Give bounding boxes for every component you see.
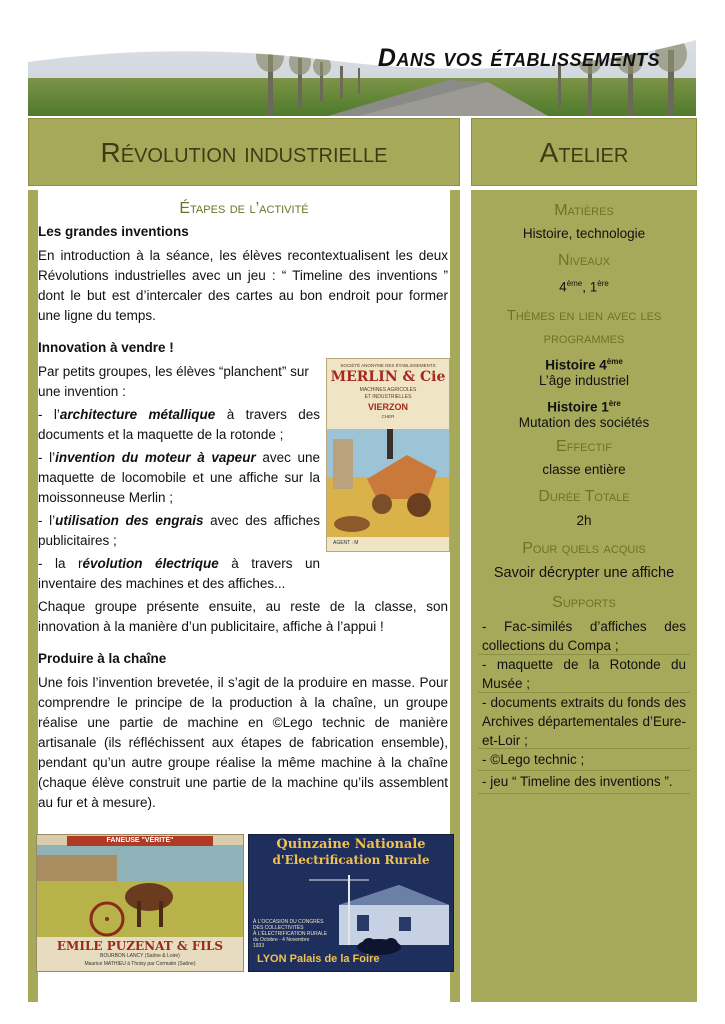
themes-h1: Histoire 4ème (545, 357, 623, 373)
niveaux-value: 4ème, 1ère (559, 279, 609, 295)
merlin-line2: MACHINES AGRICOLES (359, 387, 417, 393)
lyon-title1: Quinzaine Nationale (276, 837, 426, 852)
niveaux-heading: Niveaux (558, 252, 610, 269)
support-item: - ©Lego technic ; (482, 752, 585, 767)
merlin-region: CHER (381, 414, 395, 419)
header-banner (28, 20, 696, 116)
left-content (38, 190, 450, 1002)
merlin-line1: SOCIÉTÉ ANONYME DES ÉTABLISSEMENTS (340, 363, 436, 368)
themes-t1: L’âge industriel (538, 373, 630, 388)
lyon-title2: d'Electrification Rurale (272, 853, 430, 867)
merlin-brand: MERLIN & Cie (330, 369, 446, 385)
merlin-city: VIERZON (367, 402, 408, 412)
acquis-value: Savoir décrypter une affiche (493, 565, 675, 581)
section-title: Révolution industrielle (100, 137, 388, 168)
merlin-poster (326, 358, 450, 552)
divider (478, 770, 690, 771)
left-panel (28, 190, 460, 1002)
lyon-small-text: À L'OCCASION DU CONGRÈS DES COLLECTIVITÉS À L'ÉLECTRIFICATION RURALE du Octobre - 4 Novembre 1933 (253, 919, 328, 949)
block2-heading: Innovation à vendre ! (38, 340, 174, 355)
faneuse-brand: EMILE PUZENAT & FILS (56, 939, 224, 953)
block2-closing: Chaque groupe présente ensuite, au reste de la classe, son innovation à la manière d’un publicitaire, affiche à l’appui ! (38, 599, 448, 634)
matieres-heading: Matières (554, 202, 614, 219)
support-item: - documents extraits du fonds des Archives départementales d’Eure-et-Loir ; (482, 695, 686, 748)
faneuse-bottom: Maurice MATHIEU à Thoisy par Cormatin (Saône) (84, 961, 196, 967)
effectif-heading: Effectif (556, 438, 612, 455)
duree-heading: Durée Totale (538, 488, 630, 505)
block2-intro: Par petits groupes, les élèves “planchent” sur une invention : (38, 364, 309, 399)
left-title-bar (28, 118, 460, 186)
divider (478, 748, 690, 749)
block3-text: Une fois l’invention brevetée, il s’agit de la produire en masse. Pour comprendre le principe de la production à la chaîne, un groupe réalise une partie de machine en ©Lego technic de manière artisanale (ils réfléchissent aux étapes de fabrication ensemble), pendant qu’un autre groupe réalise la même machine à la chaîne (chaque élève construit une partie de la machine qu’ils assemblent au fur et à mesure). (38, 675, 448, 810)
block2-list (38, 362, 320, 594)
list-item: - l’utilisation des engrais avec des affiches publicitaires ; (38, 513, 320, 548)
faneuse-poster (36, 834, 244, 972)
themes-heading: Thèmes en lien avec les programmes (506, 307, 662, 347)
acquis-heading: Pour quels acquis (522, 540, 646, 557)
support-item: - maquette de la Rotonde du Musée ; (482, 657, 686, 691)
effectif-value: classe entière (542, 462, 626, 477)
block1-text: En introduction à la séance, les élèves recontextualisent les deux Révolutions industrielles avec un jeu : “ Timeline des inventions ” dont le but est d’intercaler des cartes au bon endroit pour former une ligne du temps. (38, 248, 448, 323)
faneuse-city: BOURBON LANCY (Saône & Loire) (100, 953, 180, 959)
merlin-tag: AGENT : M (333, 540, 359, 546)
matieres-value: Histoire, technologie (522, 226, 646, 241)
support-item: - jeu “ Timeline des inventions ”. (482, 774, 673, 789)
support-item: - Fac-similés d’affiches des collections du Compa ; (482, 619, 686, 653)
duree-value: 2h (576, 513, 592, 528)
block3-heading: Produire à la chaîne (38, 651, 167, 666)
etapes-heading: Étapes de l’activité (179, 200, 309, 217)
divider (478, 793, 690, 794)
faneuse-top: FANEUSE "VÉRITÉ" (67, 836, 213, 846)
list-item: - la révolution électrique à travers un inventaire des machines et des affiches... (38, 556, 320, 591)
list-item: - l’architecture métallique à travers des documents et la maquette de la rotonde ; (38, 407, 320, 442)
right-title-bar (471, 118, 697, 186)
list-item: - l’invention du moteur à vapeur avec une maquette de locomobile et une affiche sur la moissonneuse Merlin ; (38, 450, 321, 505)
merlin-line3: ET INDUSTRIELLES (364, 394, 412, 400)
block1-heading: Les grandes inventions (38, 224, 189, 239)
themes-t2: Mutation des sociétés (518, 415, 650, 430)
lyon-bottom: LYON Palais de la Foire (257, 953, 380, 965)
right-panel (471, 190, 697, 1002)
atelier-title: Atelier (539, 137, 629, 168)
page-title: Dans vos établissements (377, 44, 660, 72)
supports-heading: Supports (552, 594, 616, 611)
themes-h2: Histoire 1ère (547, 399, 621, 415)
lyon-poster (248, 834, 454, 972)
